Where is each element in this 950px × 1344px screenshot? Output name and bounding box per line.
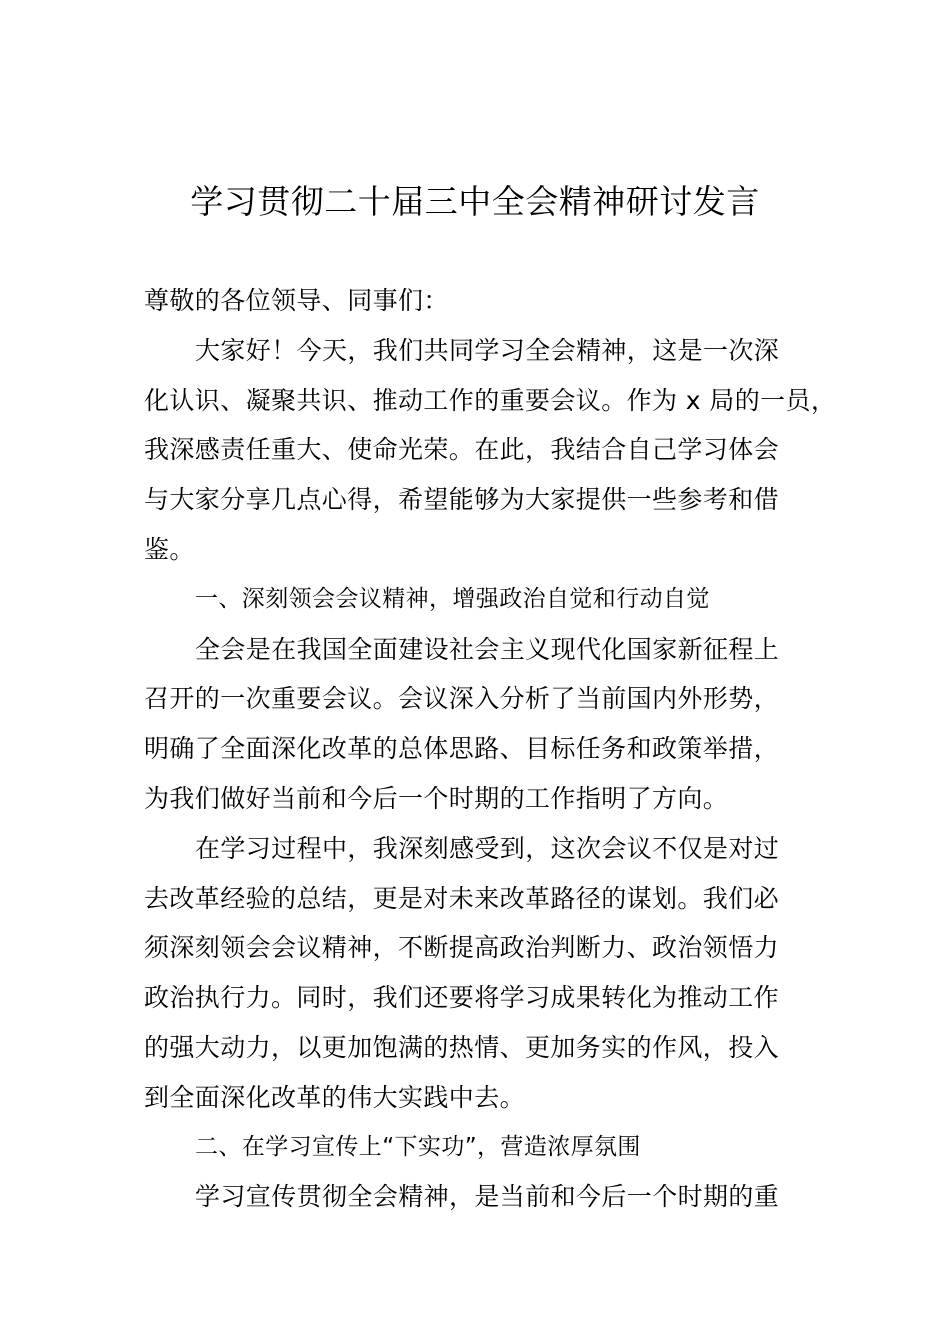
body-text-line: 尊敬的各位领导、同事们： — [144, 286, 449, 315]
body-text-line: 明确了全面深化改革的总体思路、目标任务和政策举措， — [144, 734, 780, 764]
body-text-line: 的强大动力，以更加饱满的热情、更加务实的作风，投入 — [144, 1032, 780, 1062]
body-text-line: 须深刻领会会议精神，不断提高政治判断力、政治领悟力 — [144, 933, 780, 963]
body-text-line: 召开的一次重要会议。会议深入分析了当前国内外形势， — [144, 684, 780, 714]
section-heading-line: 一、深刻领会会议精神，增强政治自觉和行动自觉 — [195, 585, 710, 612]
body-text-line: 在学习过程中，我深刻感受到，这次会议不仅是对过 — [195, 833, 780, 863]
body-text-line: 全会是在我国全面建设社会主义现代化国家新征程上 — [195, 634, 780, 664]
document-title: 学习贯彻二十届三中全会精神研讨发言 — [190, 182, 760, 221]
body-text-line: 到全面深化改革的伟大实践中去。 — [144, 1082, 526, 1112]
body-text-line: 政治执行力。同时，我们还要将学习成果转化为推动工作 — [144, 983, 780, 1013]
body-text-line: 去改革经验的总结，更是对未来改革路径的谋划。我们必 — [144, 883, 780, 913]
section-heading-line: 二、在学习宣传上“下实功”，营造浓厚氛围 — [195, 1133, 641, 1160]
body-text-line: 鉴。 — [144, 534, 195, 564]
body-text-line: 我深感责任重大、使命光荣。在此，我结合自己学习体会 — [144, 435, 780, 465]
body-text-line: 化认识、凝聚共识、推动工作的重要会议。作为 x 局的一员， — [144, 385, 837, 415]
body-text-line: 与大家分享几点心得，希望能够为大家提供一些参考和借 — [144, 485, 780, 515]
document-body — [144, 276, 844, 1222]
body-text-line: 大家好！今天，我们共同学习全会精神，这是一次深 — [195, 335, 780, 365]
body-text-line: 学习宣传贯彻全会精神，是当前和今后一个时期的重 — [195, 1182, 780, 1212]
body-text-line: 为我们做好当前和今后一个时期的工作指明了方向。 — [144, 783, 729, 813]
